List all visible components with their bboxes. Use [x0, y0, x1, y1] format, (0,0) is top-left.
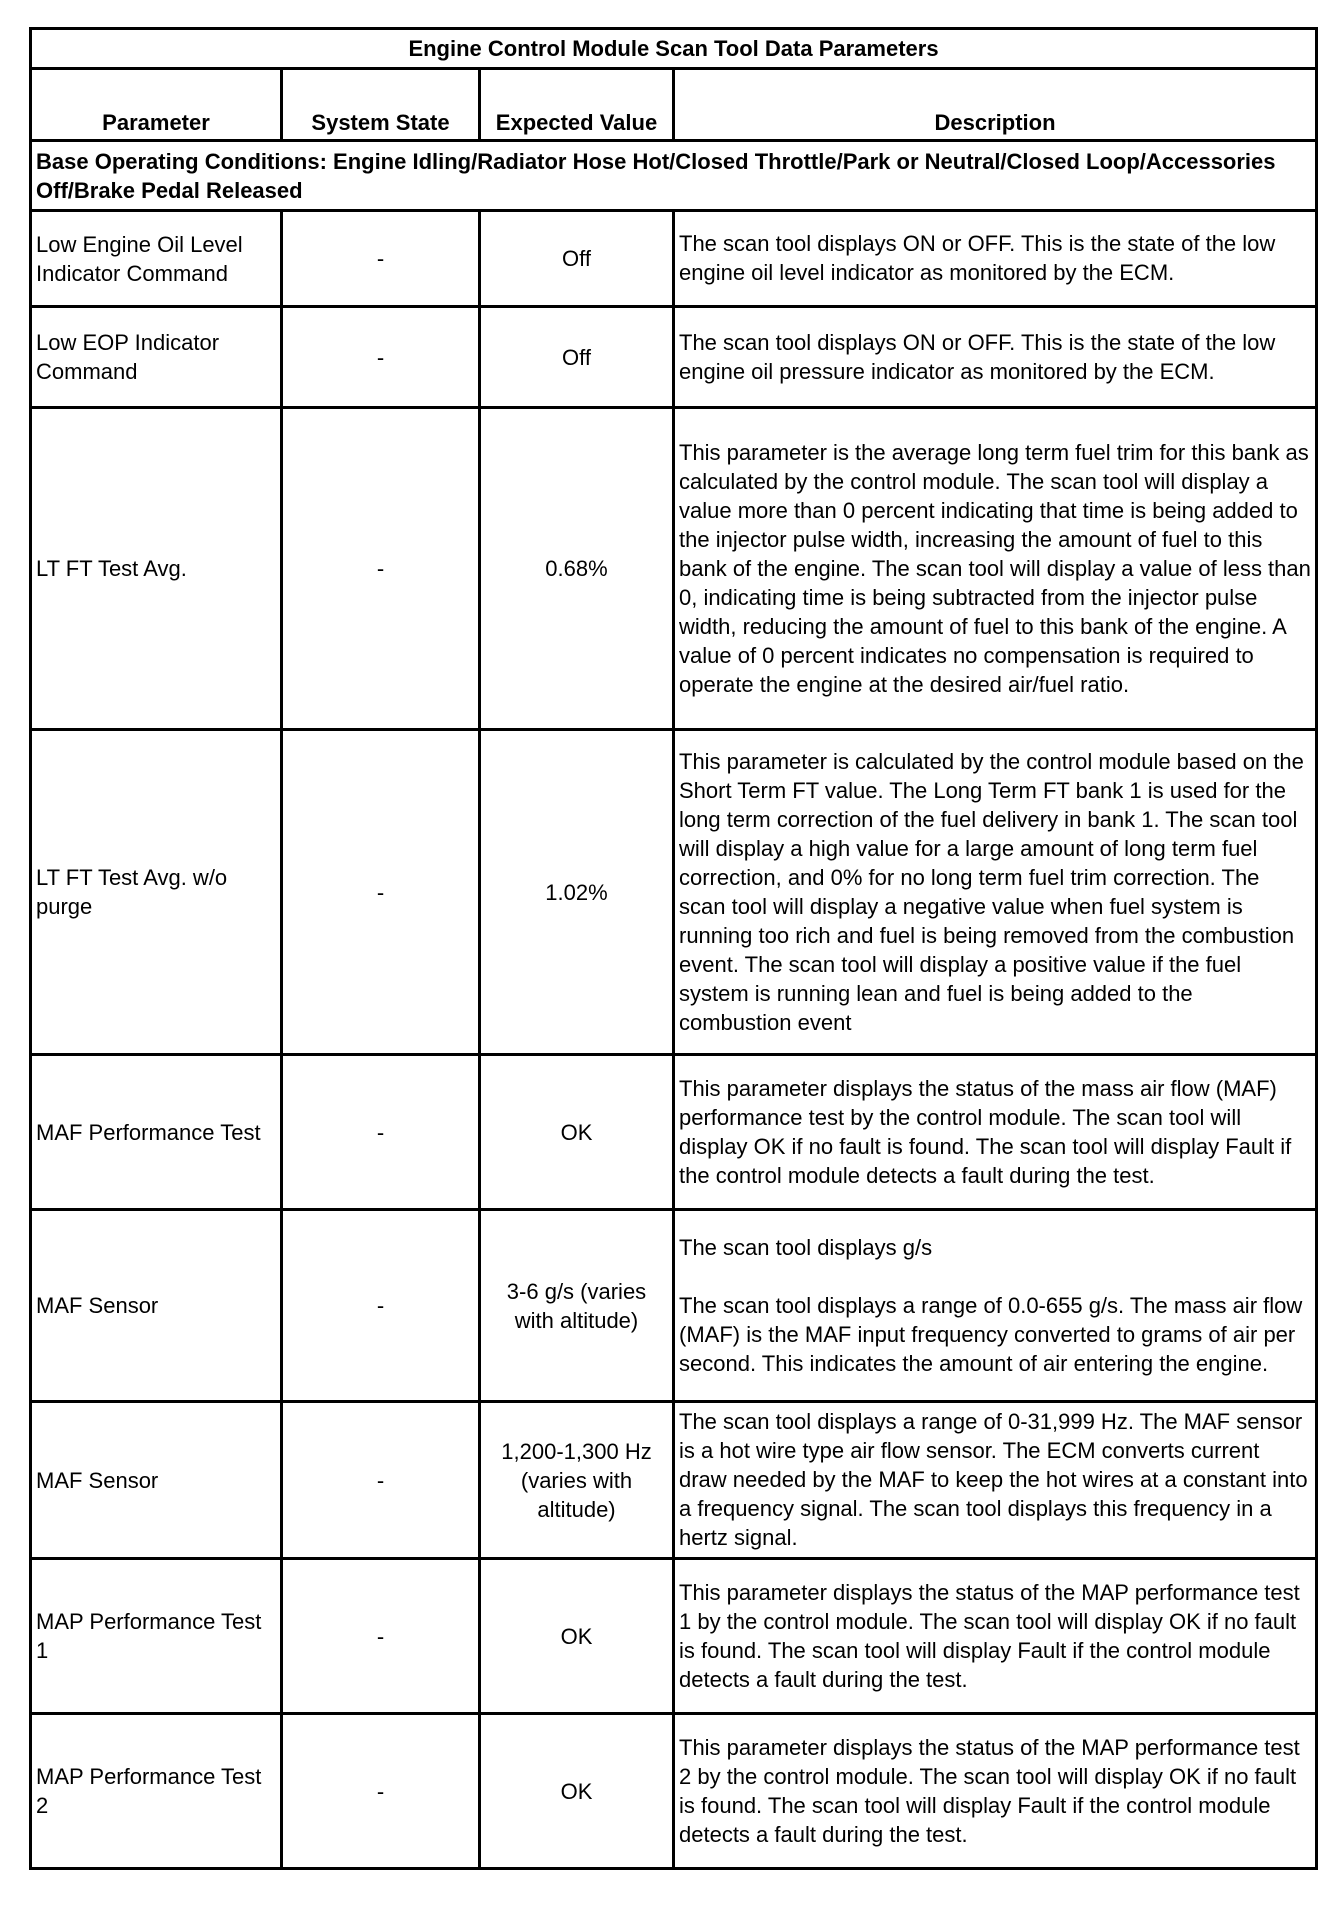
description-cell: The scan tool displays g/s The scan tool displays a range of 0.0-655 g/s. The mass air flow (MAF) is the MAF input frequency converted to grams of air per second. This indicates the amount of air entering the engine. — [674, 1210, 1317, 1402]
parameter-cell: LT FT Test Avg. — [31, 408, 282, 730]
table-row — [31, 1210, 1317, 1402]
expected-value-cell: 0.68% — [480, 408, 674, 730]
description-cell: The scan tool displays a range of 0-31,999 Hz. The MAF sensor is a hot wire type air flow sensor. The ECM converts current draw needed by the MAF to keep the hot wires at a constant into a frequency signal. The scan tool displays this frequency in a hertz signal. — [674, 1402, 1317, 1559]
base-operating-conditions: Base Operating Conditions: Engine Idling/Radiator Hose Hot/Closed Throttle/Park or Neutral/Closed Loop/Accessories Off/Brake Pedal Released — [31, 141, 1317, 211]
title-row — [31, 29, 1317, 69]
conditions-row — [31, 141, 1317, 211]
expected-value-cell: 3-6 g/s (varies with altitude) — [480, 1210, 674, 1402]
header-row — [31, 69, 1317, 141]
table-title: Engine Control Module Scan Tool Data Parameters — [31, 29, 1317, 69]
parameter-cell: MAP Performance Test 2 — [31, 1714, 282, 1869]
system-state-cell: - — [282, 408, 480, 730]
parameter-cell: MAF Performance Test — [31, 1055, 282, 1210]
system-state-cell: - — [282, 1559, 480, 1714]
description-cell: This parameter is calculated by the control module based on the Short Term FT value. The Long Term FT bank 1 is used for the long term correction of the fuel delivery in bank 1. The scan tool will display a high value for a large amount of long term fuel correction, and 0% for no long term fuel trim correction. The scan tool will display a negative value when fuel system is running too rich and fuel is being removed from the combustion event. The scan tool will display a positive value if the fuel system is running lean and fuel is being added to the combustion event — [674, 730, 1317, 1055]
scan-tool-data-table — [29, 27, 1318, 1870]
expected-value-cell: Off — [480, 211, 674, 307]
system-state-cell: - — [282, 1055, 480, 1210]
parameter-cell: MAF Sensor — [31, 1210, 282, 1402]
description-cell: This parameter is the average long term fuel trim for this bank as calculated by the control module. The scan tool will display a value more than 0 percent indicating that time is being added to the injector pulse width, increasing the amount of fuel to this bank of the engine. The scan tool will display a value of less than 0, indicating time is being subtracted from the injector pulse width, reducing the amount of fuel to this bank of the engine. A value of 0 percent indicates no compensation is required to operate the engine at the desired air/fuel ratio. — [674, 408, 1317, 730]
system-state-cell: - — [282, 1210, 480, 1402]
table-row — [31, 1559, 1317, 1714]
system-state-cell: - — [282, 211, 480, 307]
expected-value-cell: OK — [480, 1714, 674, 1869]
header-system-state: System State — [282, 69, 480, 141]
table-row — [31, 211, 1317, 307]
expected-value-cell: 1.02% — [480, 730, 674, 1055]
table-row — [31, 307, 1317, 408]
expected-value-cell: 1,200-1,300 Hz (varies with altitude) — [480, 1402, 674, 1559]
description-cell: The scan tool displays ON or OFF. This is the state of the low engine oil pressure indicator as monitored by the ECM. — [674, 307, 1317, 408]
expected-value-cell: OK — [480, 1055, 674, 1210]
description-cell: This parameter displays the status of the MAP performance test 2 by the control module. The scan tool will display OK if no fault is found. The scan tool will display Fault if the control module detects a fault during the test. — [674, 1714, 1317, 1869]
description-cell: The scan tool displays ON or OFF. This is the state of the low engine oil level indicator as monitored by the ECM. — [674, 211, 1317, 307]
table-row — [31, 408, 1317, 730]
table-row — [31, 1402, 1317, 1559]
parameter-cell: MAP Performance Test 1 — [31, 1559, 282, 1714]
parameter-cell: MAF Sensor — [31, 1402, 282, 1559]
header-parameter: Parameter — [31, 69, 282, 141]
expected-value-cell: OK — [480, 1559, 674, 1714]
description-cell: This parameter displays the status of the MAP performance test 1 by the control module. The scan tool will display OK if no fault is found. The scan tool will display Fault if the control module detects a fault during the test. — [674, 1559, 1317, 1714]
parameter-cell: Low EOP Indicator Command — [31, 307, 282, 408]
table-row — [31, 730, 1317, 1055]
system-state-cell: - — [282, 1714, 480, 1869]
parameter-cell: LT FT Test Avg. w/o purge — [31, 730, 282, 1055]
description-cell: This parameter displays the status of the mass air flow (MAF) performance test by the control module. The scan tool will display OK if no fault is found. The scan tool will display Fault if the control module detects a fault during the test. — [674, 1055, 1317, 1210]
system-state-cell: - — [282, 307, 480, 408]
system-state-cell: - — [282, 1402, 480, 1559]
table-row — [31, 1714, 1317, 1869]
parameter-cell: Low Engine Oil Level Indicator Command — [31, 211, 282, 307]
header-description: Description — [674, 69, 1317, 141]
expected-value-cell: Off — [480, 307, 674, 408]
table-row — [31, 1055, 1317, 1210]
header-expected-value: Expected Value — [480, 69, 674, 141]
system-state-cell: - — [282, 730, 480, 1055]
